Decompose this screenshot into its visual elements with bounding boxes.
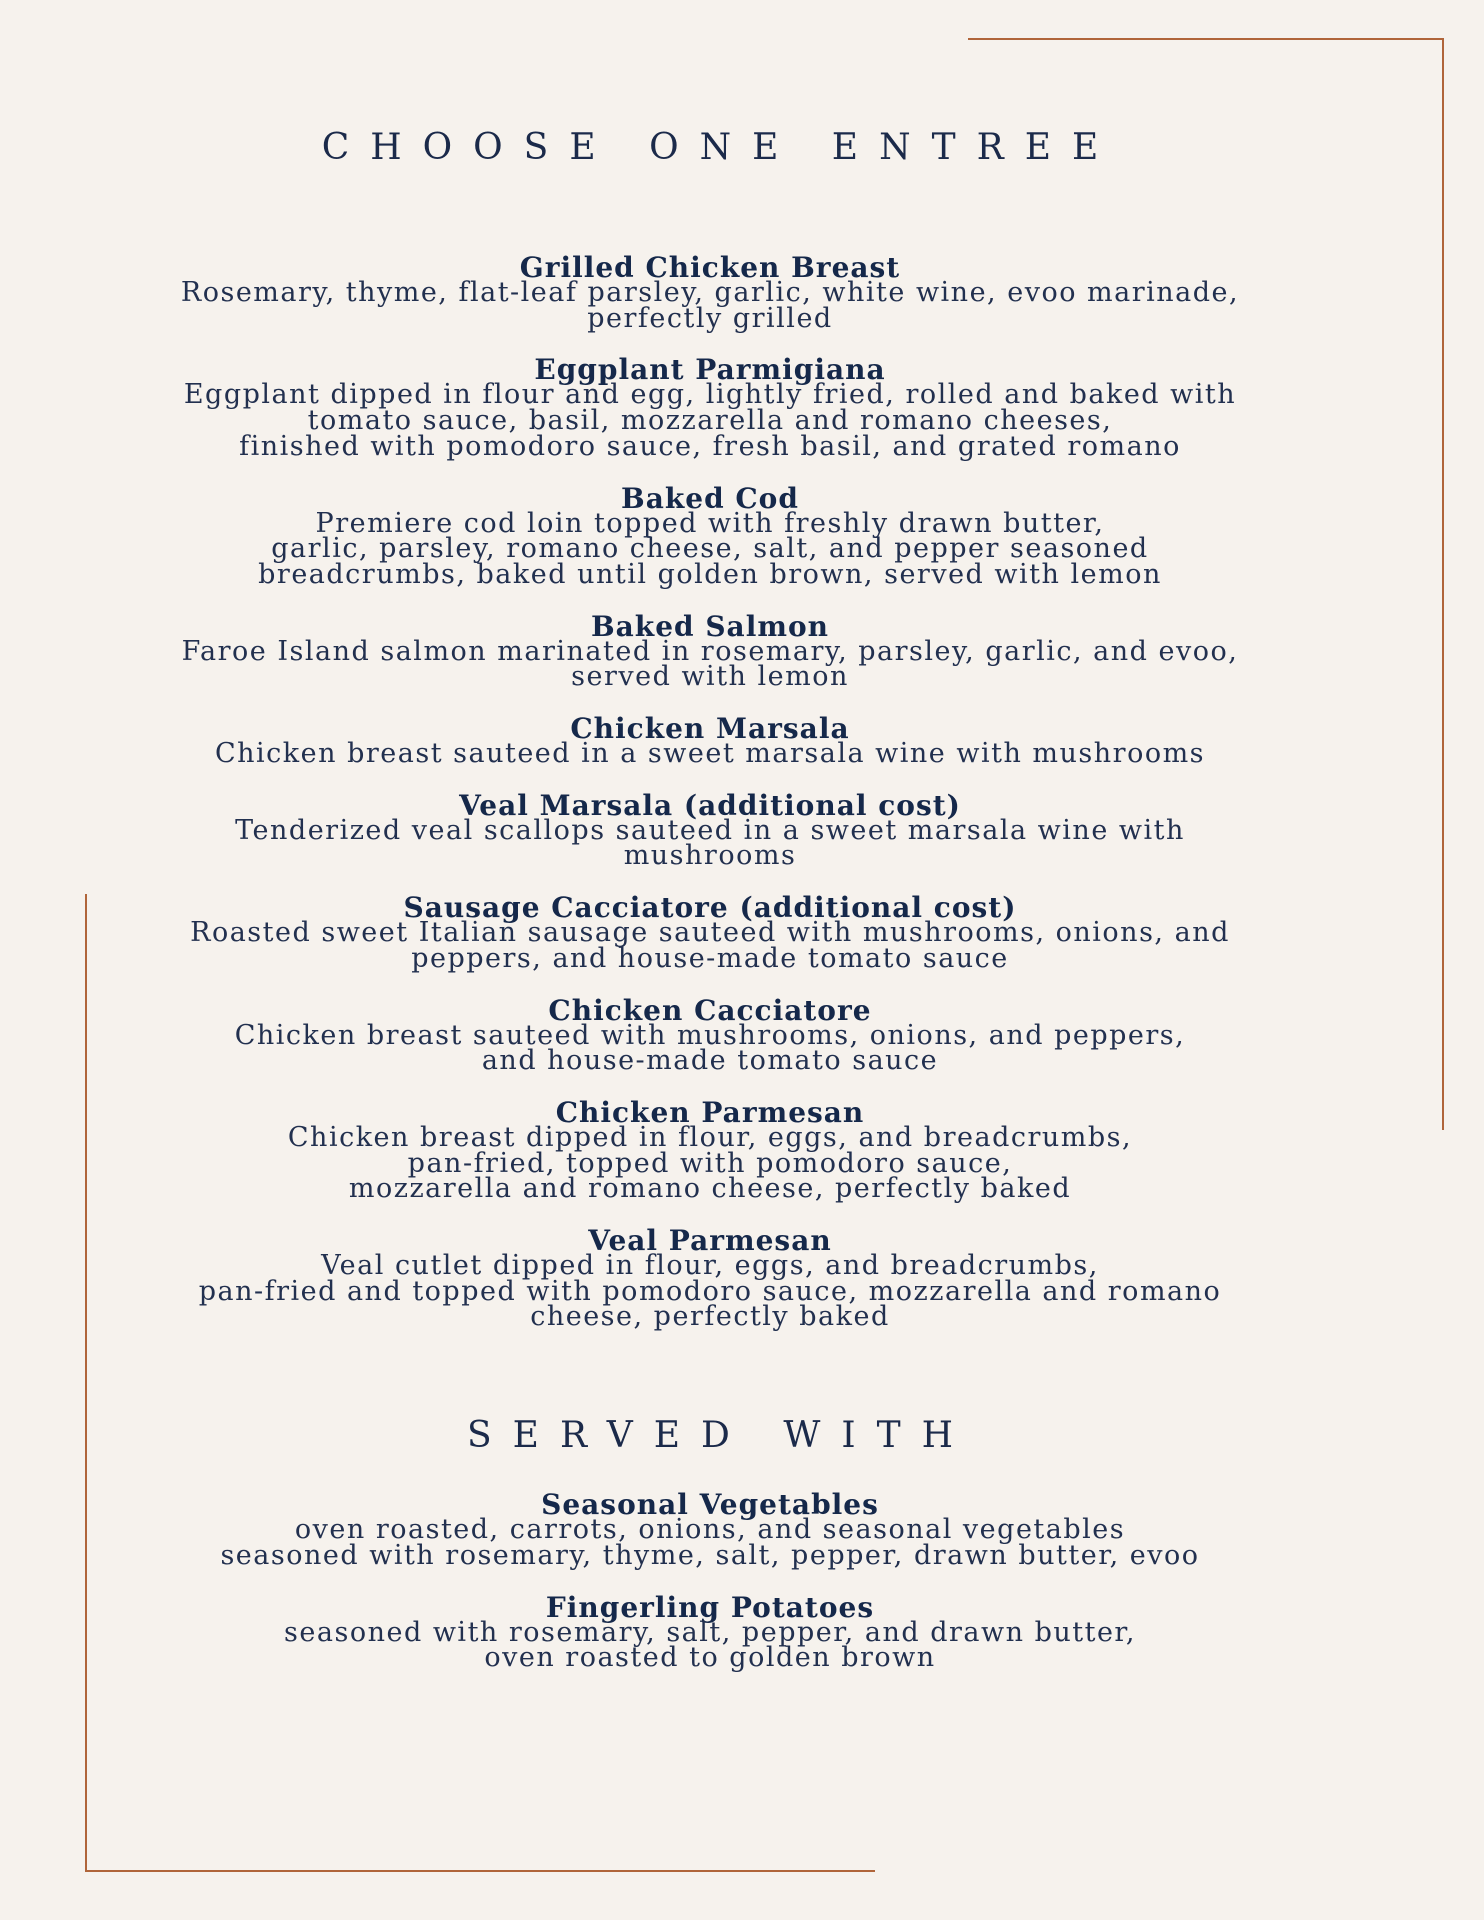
- menu-item: [120, 481, 1300, 590]
- menu-item-name: Grilled Chicken Breast: [519, 251, 901, 284]
- side-item: [120, 1488, 1300, 1571]
- menu-item: [120, 353, 1300, 462]
- menu-item-name: Baked Cod: [621, 481, 799, 515]
- menu-item-description: Rosemary, thyme, flat-leaf parsley, garlic, white wine, evoo marinade, perfectly grilled: [180, 277, 1240, 334]
- side-list: [120, 1488, 1300, 1674]
- menu-item-description: Chicken breast sauteed with mushrooms, onions, and peppers, and house-made tomato sauce: [234, 1019, 1186, 1077]
- menu-item-description: Veal cutlet dipped in flour, eggs, and breadcrumbs, pan-fried and topped with pomodoro sauce, mozzarella and romano cheese, perfectly baked: [198, 1250, 1222, 1333]
- menu-item-name: Chicken Marsala: [570, 712, 850, 746]
- menu-item: [120, 788, 1300, 872]
- menu-item: [120, 712, 1300, 770]
- side-item: [120, 1590, 1300, 1674]
- menu-item-description: Roasted sweet Italian sausage sauteed with mushrooms, onions, and peppers, and house-made tomato sauce: [190, 917, 1230, 974]
- menu-page: [120, 0, 1300, 1697]
- menu-item-description: Chicken breast sauteed in a sweet marsala wine with mushrooms: [214, 738, 1206, 770]
- menu-item-name: Chicken Parmesan: [555, 1095, 865, 1129]
- menu-item: [120, 1095, 1300, 1205]
- menu-item-description: Premiere cod loin topped with freshly drawn butter, garlic, parsley, romano cheese, salt, and pepper seasoned breadcrumbs, baked until golden brown, served with lemon: [258, 507, 1162, 590]
- menu-item-name: Baked Salmon: [590, 609, 829, 643]
- menu-item-description: Tenderized veal scallops sauteed in a sweet marsala wine with mushrooms: [235, 814, 1185, 872]
- menu-item: [120, 609, 1300, 693]
- served-with-heading: SERVED WITH: [467, 1415, 974, 1457]
- menu-item: [120, 993, 1300, 1077]
- menu-item-name: Veal Parmesan: [588, 1224, 832, 1258]
- menu-item: [120, 1224, 1300, 1333]
- frame-left-border: [85, 894, 87, 1872]
- entree-section-heading: CHOOSE ONE ENTREE: [321, 127, 1120, 168]
- menu-item-name: Sausage Cacciatore (additional cost): [403, 891, 1017, 925]
- side-item-description: oven roasted, carrots, onions, and seasonal vegetables seasoned with rosemary, thyme, salt, pepper, drawn butter, evoo: [220, 1514, 1200, 1571]
- frame-bottom-border: [85, 1870, 875, 1872]
- menu-item-description: Eggplant dipped in flour and egg, lightly fried, rolled and baked with tomato sauce, basil, mozzarella and romano cheeses, finished with pomodoro sauce, fresh basil, and grated romano: [183, 379, 1237, 462]
- menu-item: [120, 891, 1300, 974]
- menu-item-name: Eggplant Parmigiana: [534, 353, 886, 387]
- entree-list: [120, 251, 1300, 1333]
- menu-item-name: Veal Marsala (additional cost): [459, 788, 961, 822]
- side-item-description: seasoned with rosemary, salt, pepper, and drawn butter, oven roasted to golden brown: [284, 1616, 1136, 1674]
- side-item-name: Seasonal Vegetables: [541, 1488, 879, 1522]
- side-item-name: Fingerling Potatoes: [545, 1590, 875, 1624]
- frame-right-border: [1442, 38, 1444, 1130]
- menu-item-description: Faroe Island salmon marinated in rosemary, parsley, garlic, and evoo, served with lemon: [181, 635, 1239, 693]
- menu-item-description: Chicken breast dipped in flour, eggs, and breadcrumbs, pan-fried, topped with pomodoro sauce, mozzarella and romano cheese, perfectly baked: [287, 1121, 1133, 1205]
- menu-item: [120, 251, 1300, 334]
- menu-item-name: Chicken Cacciatore: [548, 993, 872, 1027]
